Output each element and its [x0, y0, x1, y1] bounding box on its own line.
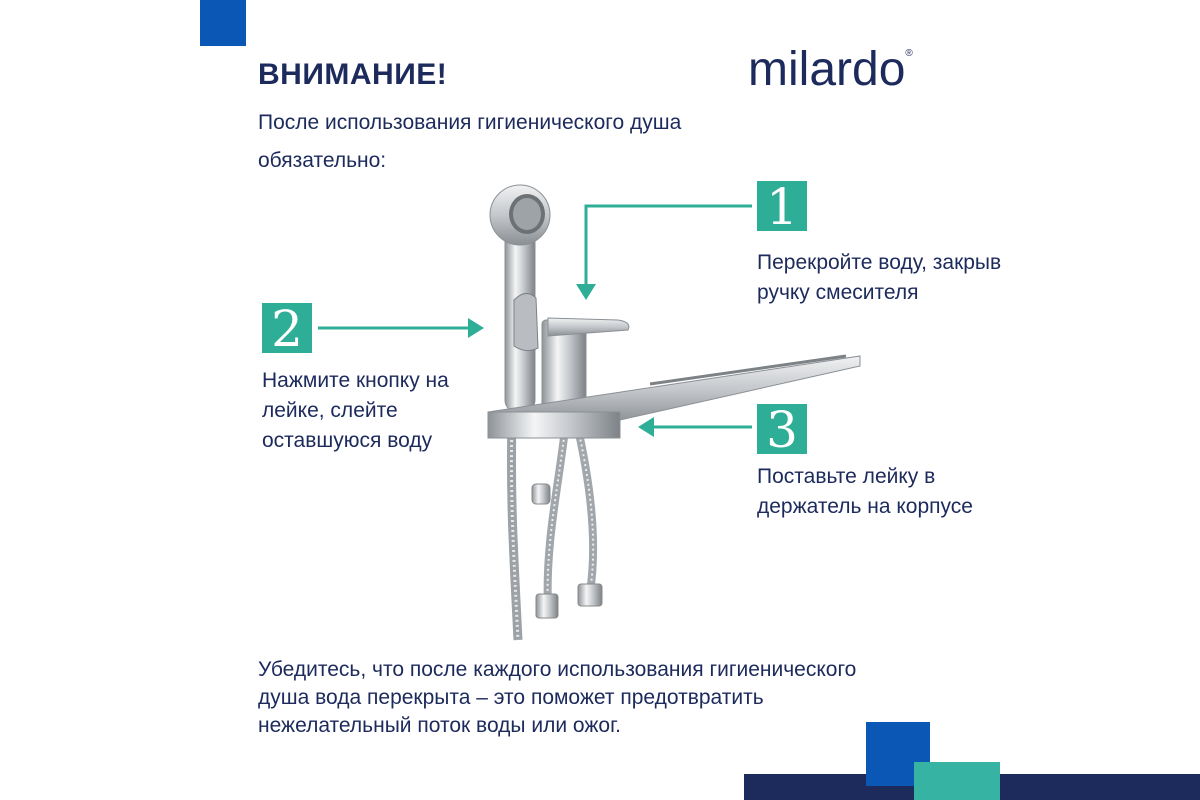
hose-supply [532, 420, 602, 618]
step-1-badge: 1 [757, 181, 807, 231]
step-3-badge: 3 [757, 404, 807, 454]
arrow-step-3 [638, 417, 752, 437]
step-3-text: Поставьте лейку в держатель на корпусе [757, 465, 973, 518]
arrow-step-1 [576, 206, 752, 300]
logo-text: milardo [748, 43, 906, 96]
footer-note: Убедитесь, что после каждого использования гигиенического душа вода перекрыта – это поможет предотвратить нежелательный поток воды или ожог. [258, 658, 857, 737]
arrow-step-2 [318, 318, 484, 338]
footer-teal-block [914, 762, 1000, 800]
step-2-text: Нажмите кнопку на лейке, слейте оставшуюся воду [262, 369, 449, 452]
page-title: ВНИМАНИЕ! [258, 58, 448, 91]
hose-shower [511, 420, 518, 640]
page-subtitle: После использования гигиенического душа обязательно: [258, 111, 682, 172]
step-2-badge: 2 [262, 303, 312, 353]
step-1-text: Перекройте воду, закрыв ручку смесителя [757, 251, 1002, 304]
logo-registered-mark: ® [905, 48, 913, 59]
